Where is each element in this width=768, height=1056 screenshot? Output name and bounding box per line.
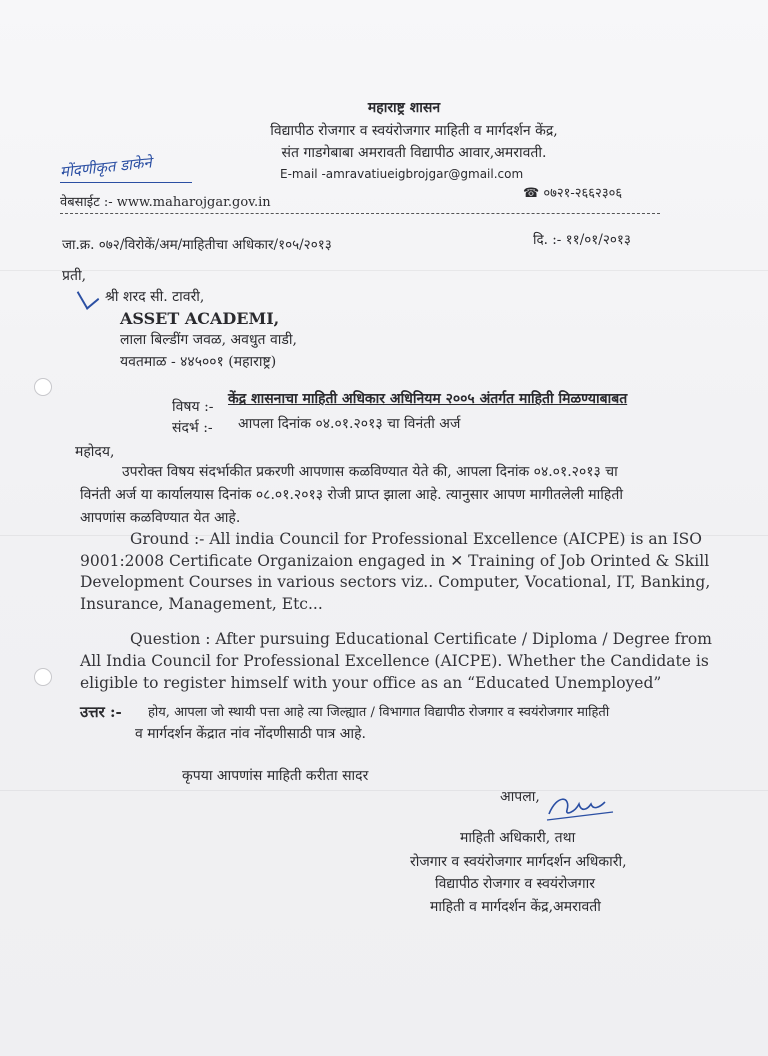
ground-line: 9001:2008 Certificate Organizaion engaged in ✕ Training of Job Orinted & Skill <box>80 552 710 570</box>
header-address: संत गाडगेबाबा अमरावती विद्यापीठ आवार,अमरावती. <box>281 145 547 161</box>
handwritten-signature <box>545 790 615 824</box>
question-line: All India Council for Professional Excellence (AICPE). Whether the Candidate is <box>80 652 709 670</box>
header-gov: महाराष्ट्र शासन <box>367 100 441 116</box>
body-para-line: उपरोक्त विषय संदर्भाकीत प्रकरणी आपणास कळविण्यात येते की, आपला दिनांक ०४.०१.२०१३ चा <box>122 464 618 480</box>
signoff: आपला, <box>500 789 540 805</box>
ground-line: Development Courses in various sectors viz.. Computer, Vocational, IT, Banking, <box>80 573 711 591</box>
recipient-organization: ASSET ACADEMI, <box>120 309 280 328</box>
recipient-prefix: प्रती, <box>62 268 87 284</box>
salutation: महोदय, <box>75 444 115 460</box>
ground-line: Ground :- All india Council for Professional Excellence (AICPE) is an ISO <box>130 530 702 548</box>
reference-label: संदर्भ :- <box>172 420 213 436</box>
ground-line: Insurance, Management, Etc... <box>80 595 323 613</box>
body-para-line: विनंती अर्ज या कार्यालयास दिनांक ०८.०१.२०१३ रोजी प्राप्त झाला आहे. त्यानुसार आपण मागीतलेली माहिती <box>80 487 623 503</box>
subject-text: केंद्र शासनाचा माहिती अधिकार अधिनियम २००५ अंतर्गत माहिती मिळण्याबाबत <box>228 391 628 407</box>
body-para-line: आपणांस कळविण्यात येत आहे. <box>80 510 241 526</box>
signatory-line: विद्यापीठ रोजगार व स्वयंरोजगार <box>435 876 596 892</box>
reference-date: दि. :- ११/०१/२०१३ <box>533 232 631 248</box>
registered-post-stamp: मोंदणीकृत डाकेने <box>59 153 153 181</box>
subject-label: विषय :- <box>172 399 214 415</box>
answer-line: व मार्गदर्शन केंद्रात नांव नोंदणीसाठी पात्र आहे. <box>135 726 366 742</box>
closing-line: कृपया आपणांस माहिती करीता सादर <box>182 768 369 784</box>
fold-line <box>0 790 768 791</box>
recipient-address-2: यवतमाळ - ४४५००१ (महाराष्ट्र) <box>120 354 277 370</box>
punch-hole <box>34 378 52 396</box>
reference-text: आपला दिनांक ०४.०१.२०१३ चा विनंती अर्ज <box>238 416 461 432</box>
signatory-line: माहिती व मार्गदर्शन केंद्र,अमरावती <box>430 899 601 915</box>
reference-number: जा.क्र. ०७२/विरोकें/अम/माहितीचा अधिकार/१०५/२०१३ <box>62 237 332 253</box>
signatory-line: रोजगार व स्वयंरोजगार मार्गदर्शन अधिकारी, <box>410 854 627 870</box>
fold-line <box>0 270 768 271</box>
check-mark-icon <box>77 282 99 310</box>
header-phone: ०७२१-२६६२३०६ <box>543 186 623 201</box>
recipient-address-1: लाला बिल्डींग जवळ, अवधुत वाडी, <box>120 332 297 348</box>
recipient-name: श्री शरद सी. टावरी, <box>105 289 205 305</box>
answer-label: उत्तर :- <box>80 703 122 721</box>
stamp-underline <box>60 182 192 183</box>
question-line: eligible to register himself with your office as an “Educated Unemployed” <box>80 674 662 692</box>
header-divider <box>60 213 660 214</box>
answer-line: होय, आपला जो स्थायी पत्ता आहे त्या जिल्ह्यात / विभागात विद्यापीठ रोजगार व स्वयंरोजगार माहिती <box>148 705 610 720</box>
phone-row <box>523 183 622 201</box>
question-line: Question : After pursuing Educational Certificate / Diploma / Degree from <box>130 630 712 648</box>
phone-icon: ☎ <box>523 186 540 201</box>
header-office: विद्यापीठ रोजगार व स्वयंरोजगार माहिती व मार्गदर्शन केंद्र, <box>270 123 558 139</box>
header-website: वेबसाईट :- www.maharojgar.gov.in <box>60 195 271 210</box>
punch-hole <box>34 668 52 686</box>
header-email: E-mail -amravatiueigbrojgar@gmail.com <box>280 167 524 181</box>
signatory-line: माहिती अधिकारी, तथा <box>460 830 576 846</box>
